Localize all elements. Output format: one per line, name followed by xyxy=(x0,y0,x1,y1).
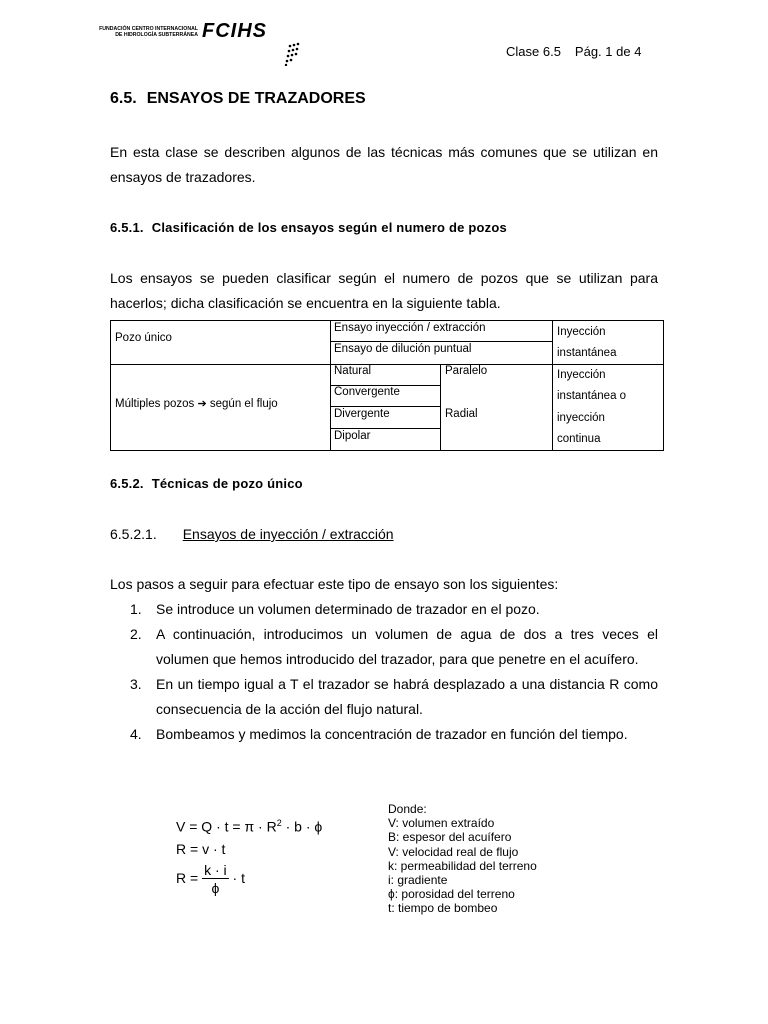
cell-text: continua xyxy=(557,433,601,446)
clase-label: Clase 6.5 xyxy=(506,44,561,59)
subsubsection-number: 6.5.2.1. xyxy=(110,526,157,542)
legend-line: V: velocidad real de flujo xyxy=(388,844,519,859)
cell-inyeccion-instantanea xyxy=(557,322,616,364)
cell-convergente: Convergente xyxy=(334,386,400,398)
cell-text: según el flujo xyxy=(209,398,278,410)
intro-paragraph xyxy=(110,140,658,190)
logo-dots-icon xyxy=(282,42,302,66)
table-divider xyxy=(330,406,440,407)
cell-radial: Radial xyxy=(445,408,478,420)
table-divider xyxy=(440,364,441,450)
formula-part: V = Q · t = π · R xyxy=(176,818,277,835)
fraction-denominator: ϕ xyxy=(211,880,220,896)
classification-paragraph xyxy=(110,266,658,316)
cell-natural: Natural xyxy=(334,365,372,377)
intro-text: En esta clase se describen algunos de las técnicas más comunes que se utilizan en ensayos de trazadores. xyxy=(110,144,658,185)
org-name-line2: DE HIDROLOGÍA SUBTERRÁNEA xyxy=(115,32,198,38)
legend-line: i: gradiente xyxy=(388,873,448,888)
cell-ensayo-dilucion: Ensayo de dilución puntual xyxy=(334,343,472,355)
cell-text: inyección xyxy=(557,411,605,424)
org-name-line1: FUNDACIÓN CENTRO INTERNACIONAL xyxy=(99,26,198,32)
arrow-right-icon: ➔ xyxy=(197,398,207,410)
org-name xyxy=(80,26,198,38)
table-divider xyxy=(330,341,552,342)
list-number: 4. xyxy=(130,726,142,742)
legend-title: Donde: xyxy=(388,802,427,816)
cell-paralelo: Paralelo xyxy=(445,365,488,377)
cell-ensayo-iny-ext: Ensayo inyección / extracción xyxy=(334,322,486,334)
list-text: Bombeamos y medimos la concentración de trazador en función del tiempo. xyxy=(156,726,628,742)
subsubsection-heading xyxy=(110,526,394,542)
list-text: En un tiempo igual a T el trazador se habrá desplazado a una distancia R como consecuencia de la acción del flujo natural. xyxy=(156,676,658,717)
page-number: Pág. 1 de 4 xyxy=(574,44,642,59)
fraction-numerator: k · i xyxy=(204,862,227,878)
cell-pozo-unico: Pozo único xyxy=(115,332,172,344)
subsection-title-2: Técnicas de pozo único xyxy=(151,476,303,491)
classification-text: Los ensayos se pueden clasificar según el numero de pozos que se utilizan para hacerlos; dicha clasificación se encuentra en la siguiente tabla. xyxy=(110,270,658,311)
list-number: 1. xyxy=(130,601,142,617)
page-info xyxy=(506,44,641,59)
formula-volume xyxy=(176,818,322,835)
steps-intro: Los pasos a seguir para efectuar este tipo de ensayo son los siguientes: xyxy=(110,576,559,592)
subsection-title-1: Clasificación de los ensayos según el numero de pozos xyxy=(151,220,507,235)
legend-line: t: tiempo de bombeo xyxy=(388,901,498,916)
section-title-text: ENSAYOS DE TRAZADORES xyxy=(146,90,366,107)
cell-text: instantánea o xyxy=(557,390,627,403)
list-item xyxy=(110,722,658,747)
section-number: 6.5. xyxy=(110,90,137,107)
cell-divergente: Divergente xyxy=(334,408,390,420)
subsubsection-title: Ensayos de inyección / extracción xyxy=(182,526,394,542)
variable-legend xyxy=(388,802,537,916)
table-divider xyxy=(330,428,440,429)
section-title xyxy=(110,90,366,108)
list-item xyxy=(110,622,658,672)
formula-radius xyxy=(176,862,245,897)
subsection-number-2: 6.5.2. xyxy=(110,476,144,491)
formula-distance: R = v · t xyxy=(176,841,226,857)
classification-table xyxy=(110,320,664,451)
legend-line: k: permeabilidad del terreno xyxy=(388,858,537,873)
list-number: 2. xyxy=(130,626,142,642)
list-text: Se introduce un volumen determinado de trazador en el pozo. xyxy=(156,601,540,617)
cell-text: Inyección xyxy=(557,369,606,381)
list-text: A continuación, introducimos un volumen de agua de dos a tres veces el volumen que hemos introducido del trazador, para que penetre en el acuífero. xyxy=(156,626,658,667)
cell-text: instantánea xyxy=(557,347,617,359)
cell-dipolar: Dipolar xyxy=(334,430,371,442)
subsection-heading-2 xyxy=(110,476,303,491)
list-number: 3. xyxy=(130,676,142,692)
legend-line: B: espesor del acuífero xyxy=(388,830,512,845)
cell-text: Inyección xyxy=(557,326,606,338)
steps-list xyxy=(110,597,658,747)
cell-text: Múltiples pozos xyxy=(115,398,195,410)
subsection-heading-1 xyxy=(110,220,507,235)
list-item xyxy=(110,597,658,622)
legend-line: ϕ: porosidad del terreno xyxy=(388,887,515,902)
formula-exponent: 2 xyxy=(276,818,282,828)
legend-line: V: volumen extraído xyxy=(388,816,495,831)
subsection-number-1: 6.5.1. xyxy=(110,220,144,235)
list-item xyxy=(110,672,658,722)
formula-part: R = xyxy=(176,870,203,887)
formula-part: · b · ϕ xyxy=(281,818,323,835)
cell-inyeccion-multi xyxy=(557,365,626,451)
table-divider xyxy=(552,321,553,450)
formula-fraction xyxy=(202,862,229,897)
cell-multiples-pozos xyxy=(115,397,278,410)
brand-logo: FCIHS xyxy=(202,20,267,42)
formula-part: · t xyxy=(228,870,245,887)
steps-section xyxy=(110,572,658,747)
